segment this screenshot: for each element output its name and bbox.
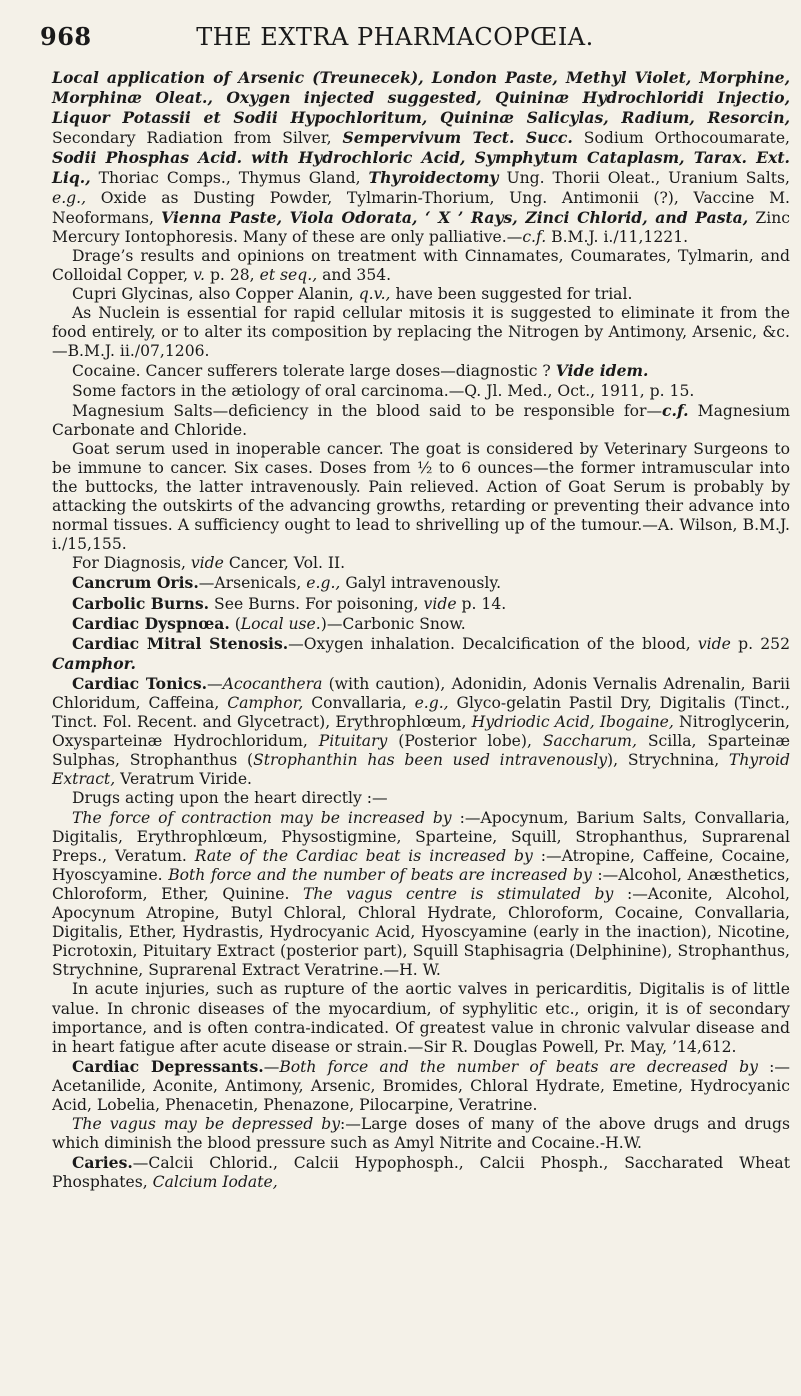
- text-run: Thyroid Extract,: [52, 751, 790, 789]
- text-run: Calcium Iodate,: [152, 1173, 278, 1192]
- text-run: ), Strychnina,: [607, 751, 729, 770]
- paragraph: [52, 304, 790, 361]
- paragraph: [52, 1115, 790, 1153]
- text-run: Carbolic Burns.: [72, 593, 210, 613]
- text-run: Sodii Phosphas Acid. with Hydrochloric Acid, Symphytum Cataplasm, Tarax. Ext. Liq.,: [52, 148, 790, 188]
- text-run: Goat serum used in inoperable cancer. The goat is considered by Veterinary Surgeons to be immune to cancer. Six cases. Doses from ½ to 6 ounces—the former intramuscular into the buttocks, the latter intravenously. Pain relieved. Action of Goat Serum is probably by attacking the outskirts of the advancing growths, retarding or preventing their advance into normal tissues. A sufficiency ought to lead to shrivelling up of the tumour.—A. Wilson, B.M.J. i./15,155.: [52, 439, 790, 554]
- text-run: (: [229, 614, 241, 633]
- text-run: Galyl intravenously.: [340, 574, 502, 593]
- text-run: Pituitary: [318, 732, 388, 751]
- text-run: e.g.,: [52, 188, 87, 207]
- text-run: Drugs acting upon the heart directly :—: [72, 789, 388, 808]
- text-run: The vagus may be depressed by: [72, 1115, 341, 1134]
- text-run: Drage’s results and opinions on treatment with Cinnamates, Coumarates, Tylmarin, and Colloidal Copper,: [52, 246, 790, 284]
- paragraph: [52, 382, 790, 401]
- paragraph: [52, 980, 790, 1056]
- text-run: q.v.,: [358, 285, 391, 304]
- text-run: p. 252: [730, 634, 790, 653]
- text-run: Cocaine. Cancer sufferers tolerate large doses—diagnostic ?: [72, 362, 556, 381]
- text-run: :—Atropine, Caffeine, Cocaine, Hyoscyamine.: [52, 846, 791, 884]
- text-run: Camphor.: [52, 653, 136, 673]
- text-run: c.f.: [662, 400, 689, 420]
- text-run: Nitroglycerin, Oxysparteinæ Hydrochloridum,: [52, 713, 790, 751]
- paragraph: [52, 674, 790, 790]
- paragraph: [52, 285, 790, 304]
- text-run: Ung. Thorii Oleat., Uranium Salts,: [498, 169, 790, 188]
- text-run: See Burns. For poisoning,: [209, 594, 424, 613]
- text-run: Zinc Mercury Iontophoresis. Many of these are only palliative.—: [52, 208, 791, 246]
- text-run: p. 14.: [456, 594, 507, 613]
- text-run: v.: [193, 265, 205, 284]
- text-run: Glyco-gelatin Pastil Dry, Digitalis (Tinct., Tinct. Fol. Recent. and Glycetract), Erythrophlœum,: [52, 694, 790, 732]
- paragraph: [52, 789, 790, 808]
- paragraph: [52, 594, 790, 614]
- text-run: :—Acetanilide, Aconite, Antimony, Arsenic, Bromides, Chloral Hydrate, Emetine, Hydrocyanic Acid, Lobelia, Phenacetin, Phenazone, Pilocarpine, Veratrine.: [52, 1057, 791, 1114]
- text-run: :—Apocynum, Barium Salts, Convallaria, Digitalis, Erythrophlœum, Physostigmine, Sparteine, Squill, Strophanthus, Suprarenal Preps., Veratum.: [52, 808, 790, 865]
- text-run: —Oxygen inhalation. Decalcification of the blood,: [288, 634, 698, 653]
- text-run: e.g.,: [306, 574, 341, 593]
- text-run: —Calcii Chlorid., Calcii Hypophosph., Calcii Phosph., Saccharated Wheat Phosphates,: [52, 1154, 790, 1192]
- paragraph: [52, 634, 790, 674]
- paragraph: [52, 1057, 790, 1115]
- text-run: :—Alcohol, Anæsthetics, Chloroform, Ether, Quinine.: [52, 865, 790, 903]
- text-run: Cancer, Vol. II.: [223, 554, 346, 573]
- text-run: Both force and the number of beats are increased by: [168, 865, 592, 884]
- text-run: As Nuclein is essential for rapid cellular mitosis it is suggested to eliminate it from the food entirely, or to alter its composition by replacing the Nitrogen by Antimony, Arsenic, &c.—B.M.J. ii./07,1206.: [52, 304, 790, 361]
- text-run: c.f.: [522, 227, 547, 246]
- text-run: Thyroidectomy: [368, 168, 499, 188]
- text-run: The vagus centre is stimulated by: [303, 884, 614, 903]
- paragraph: [52, 440, 790, 555]
- paragraph: [52, 809, 790, 981]
- text-run: Caries.: [72, 1153, 133, 1173]
- text-run: Strophanthin has been used intravenously: [253, 751, 608, 770]
- text-run: Local application of Arsenic (Treunecek), London Paste, Methyl Violet, Morphine, Morphinæ Oleat., Oxygen injected suggested, Quininæ Hydrochloridi Injectio, Liquor Potassii et Sodii Hypochloritum, Quininæ Salicylas, Radium, Resorcin,: [52, 68, 790, 128]
- text-run: have been suggested for trial.: [390, 285, 633, 304]
- text-run: Convallaria,: [303, 694, 415, 712]
- paragraph: [52, 247, 790, 285]
- text-run: et seq.,: [259, 265, 318, 284]
- text-run: Magnesium Salts—deficiency in the blood said to be responsible for—: [72, 401, 663, 420]
- text-run: vide: [697, 634, 731, 653]
- text-run: In acute injuries, such as rupture of the aortic valves in pericarditis, Digitalis is of little value. In chronic diseases of the myocardium, of syphylitic etc., origin, it is of secondary importance, and is often contra-indicated. Of greatest value in chronic valvular disease and in heart fatigue after acute disease or strain.—Sir R. Douglas Powell, Pr. May, ’14,612.: [52, 980, 790, 1056]
- text-run: Cardiac Dyspnœa.: [72, 613, 230, 633]
- text-run: —: [207, 674, 223, 693]
- text-run: )—Carbonic Snow.: [320, 614, 466, 633]
- paragraph: [52, 1153, 790, 1192]
- text-run: Cardiac Depressants.: [72, 1056, 264, 1076]
- text-run: Magnesium Carbonate and Chloride.: [52, 401, 790, 439]
- text-run: Rate of the Cardiac beat is increased by: [194, 846, 533, 865]
- text-run: :—Aconite, Alcohol, Apocynum Atropine, Butyl Chloral, Chloral Hydrate, Chloroform, Cocaine, Convallaria, Digitalis, Ether, Hydrastis, Hydrocyanic Acid, Hyoscyamine (early in the inaction), Nicotine, Picrotoxin, Pituitary Extract (posterior part), Squill Staphisagria (Delphinine), Strophanthus, Strychnine, Suprarenal Extract Veratrine.—H. W.: [52, 884, 790, 980]
- paragraph: [52, 401, 790, 440]
- text-run: Scilla, Sparteinæ Sulphas, Strophanthus (: [52, 732, 790, 770]
- text-run: —Arsenicals,: [198, 574, 307, 593]
- text-run: Vienna Paste, Viola Odorata, ‘ X ’ Rays, Zinci Chlorid, and Pasta,: [161, 207, 749, 227]
- text-run: Saccharum,: [542, 732, 637, 751]
- page-number: 968: [40, 22, 92, 51]
- text-run: p. 28,: [204, 265, 260, 284]
- paragraph: [52, 361, 790, 381]
- text-run: Sodium Orthocoumarate,: [572, 129, 791, 148]
- paragraph: [52, 614, 790, 634]
- body-text: [52, 68, 790, 1192]
- text-run: Cancrum Oris.: [72, 573, 199, 593]
- paragraph: [52, 68, 790, 247]
- running-title: THE EXTRA PHARMACOPŒIA.: [196, 23, 594, 51]
- text-run: Veratrum Viride.: [115, 770, 253, 789]
- text-run: e.g.,: [414, 694, 449, 712]
- text-run: (Posterior lobe),: [387, 732, 543, 751]
- text-run: Thoriac Comps., Thymus Gland,: [90, 169, 369, 188]
- text-run: —: [263, 1057, 280, 1076]
- text-run: and 354.: [317, 265, 392, 284]
- text-run: B.M.J. i./11,1221.: [546, 227, 689, 246]
- text-run: For Diagnosis,: [72, 554, 191, 573]
- text-run: Local use.: [240, 614, 321, 633]
- text-run: Oxide as Dusting Powder, Tylmarin-Thorium, Ung. Antimonii (?), Vaccine M. Neoformans,: [52, 188, 790, 227]
- text-run: Vide idem.: [555, 361, 649, 381]
- text-run: Sempervivum Tect. Succ.: [342, 128, 573, 148]
- text-run: Camphor,: [227, 694, 304, 712]
- text-run: Secondary Radiation from Silver,: [52, 129, 343, 148]
- text-run: Some factors in the ætiology of oral carcinoma.—Q. Jl. Med., Oct., 1911, p. 15.: [72, 381, 695, 400]
- text-run: vide: [190, 554, 224, 573]
- paragraph: [52, 573, 790, 593]
- text-run: Both force and the number of beats are decreased by: [279, 1057, 758, 1076]
- text-run: The force of contraction may be increased by: [72, 808, 452, 827]
- text-run: Cardiac Mitral Stenosis.: [72, 633, 289, 653]
- text-run: vide: [423, 594, 457, 613]
- text-run: :—Large doses of many of the above drugs and drugs which diminish the blood pressure such as Amyl Nitrite and Cocaine.-H.W.: [52, 1115, 790, 1153]
- text-run: Acocanthera: [222, 674, 323, 693]
- text-run: (with caution), Adonidin, Adonis Vernalis Adrenalin, Barii Chloridum, Caffeina,: [52, 674, 790, 712]
- text-run: Cardiac Tonics.: [72, 673, 208, 693]
- text-run: Hydriodic Acid, Ibogaine,: [471, 713, 674, 732]
- text-run: Cupri Glycinas, also Copper Alanin,: [72, 285, 359, 304]
- running-header: [40, 22, 780, 58]
- paragraph: [52, 554, 790, 573]
